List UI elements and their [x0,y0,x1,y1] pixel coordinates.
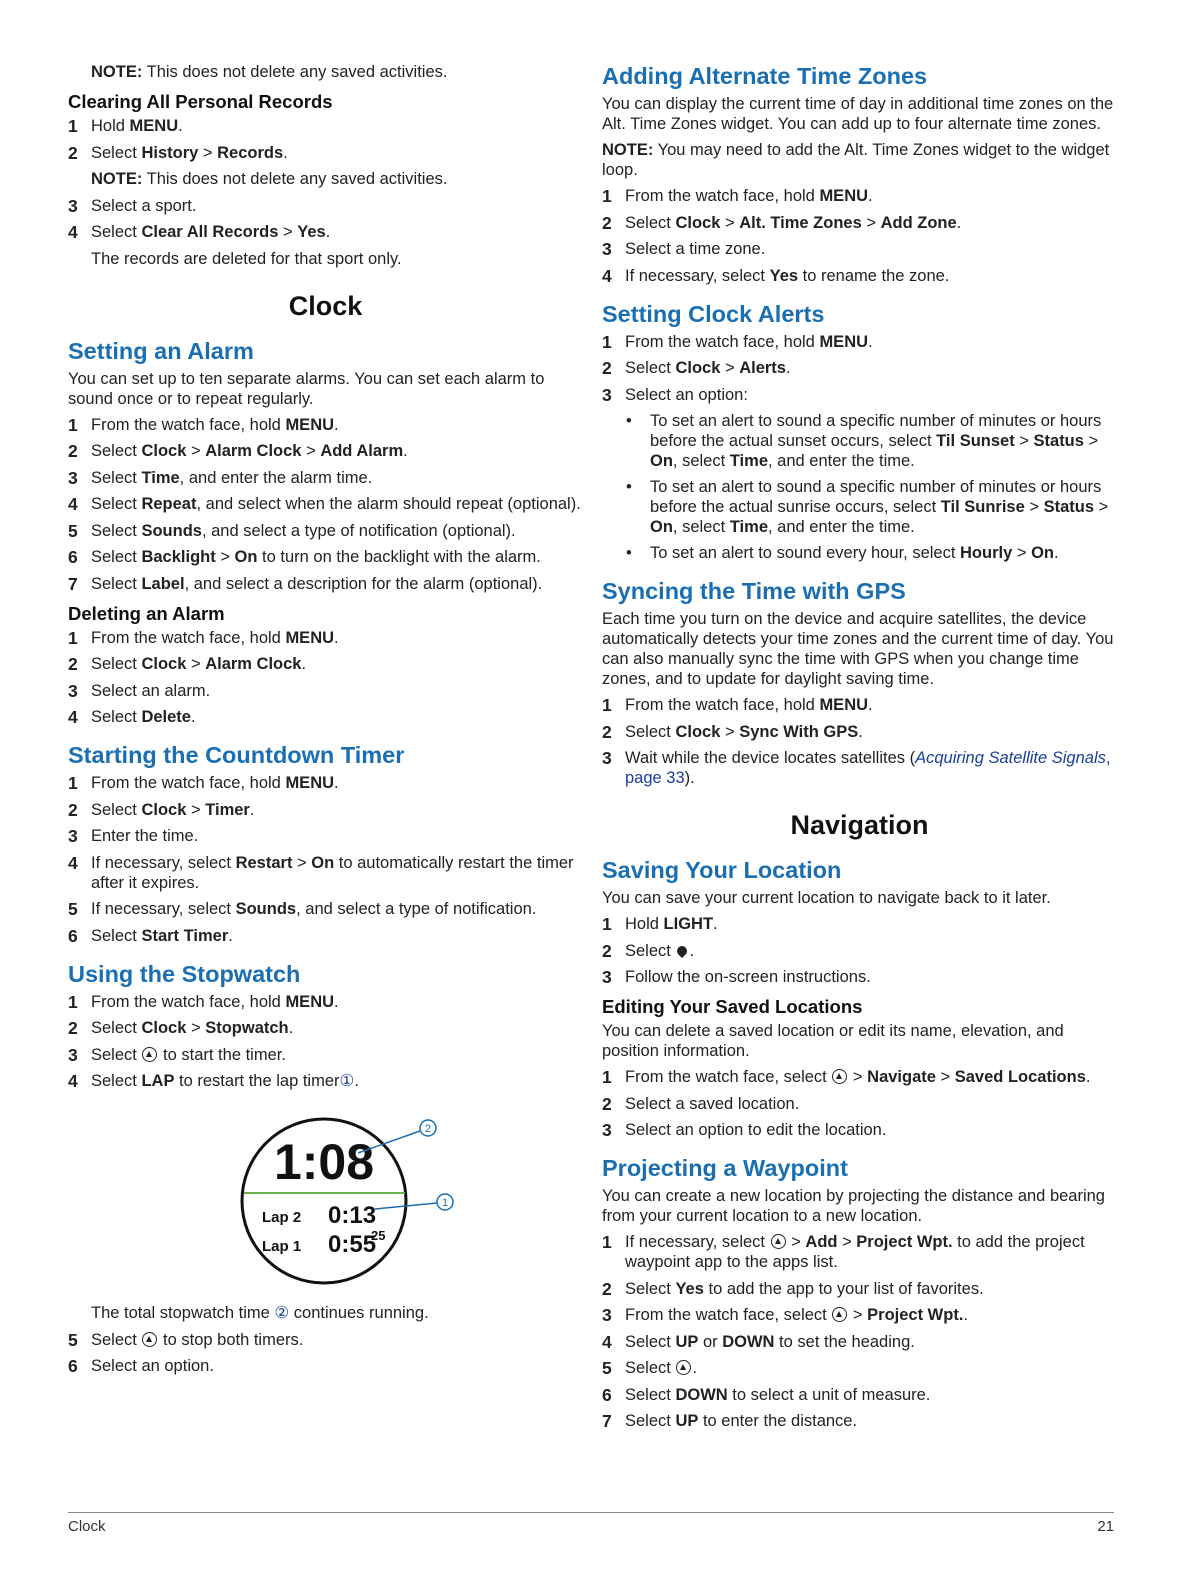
section-title-clock: Clock [288,290,363,321]
step: 2 Select . [602,940,695,961]
step: 7 Select UP to enter the distance. [602,1411,858,1431]
heading-projecting-waypoint: Projecting a Waypoint [602,1155,848,1181]
watch-lap1-label: Lap 1 [262,1238,302,1255]
step: 7 Select Label, and select a description for the alarm (optional). [68,573,543,594]
heading-sync-gps: Syncing the Time with GPS [602,578,906,604]
watch-total-time: 1:08 [273,1134,375,1190]
step-result: The records are deleted for that sport only. [91,249,402,268]
bullet-item: • To set an alert to sound every hour, select Hourly > On. [626,544,1059,562]
bullet-item: • To set an alert to sound a specific number of minutes or hours before the actual sunrise occurs, select Til Sunrise > Status > On, select Time, and enter the time. [626,478,1109,536]
watch-illustration [158,1099,488,1289]
step: 6 Select Start Timer. [68,925,233,946]
step: 3 Follow the on-screen instructions. [602,967,871,987]
heading-countdown-timer: Starting the Countdown Timer [68,742,405,768]
step: 3 Select an option to edit the location. [602,1120,887,1140]
start-button-icon [771,1234,786,1249]
step: 4 Select Repeat, and select when the alarm should repeat (optional). [68,494,581,514]
intro-text: You can set up to ten separate alarms. You can set each alarm to sound once or to repeat regularly. [68,369,545,408]
step: 4 Select LAP to restart the lap timer①. [68,1071,359,1091]
step: 4 If necessary, select Yes to rename the zone. [602,265,950,286]
step: 5 If necessary, select Sounds, and select a type of notification. [68,899,537,919]
step: 1 From the watch face, hold MENU. [68,773,339,793]
step: 2 Select Clock > Timer. [68,799,255,820]
steps-editing-locations [602,1067,1117,1140]
watch-lap2-label: Lap 2 [262,1209,302,1226]
watch-lap1-time: 0:55 [328,1231,377,1258]
callout-2-ref: ② [274,1304,290,1322]
intro-text: Each time you turn on the device and acquire satellites, the device automatically detects your time zones and the current time of day. You can also manually sync the time with GPS when you change time zones, and to update for daylight saving time. [602,610,1114,688]
heading-deleting-alarm: Deleting an Alarm [68,602,225,624]
steps-setting-alarm [68,415,583,594]
alert-options [602,411,1117,563]
step: 2 Select Clock > Alarm Clock. [68,654,307,674]
step: 3 Select an option: [602,384,748,405]
steps-stopwatch [68,992,583,1092]
step: 2 Select Yes to add the app to your list of favorites. [602,1278,984,1299]
step: 3 Select a sport. [68,195,197,216]
step: 6 Select DOWN to select a unit of measure. [602,1384,931,1405]
step: 3 Wait while the device locates satellites (Acquiring Satellite Signals, page 33). [602,748,1111,787]
heading-setting-alarm: Setting an Alarm [68,337,254,364]
right-column [602,62,1117,1438]
location-pin-icon [675,943,689,957]
callout-1-ref: ① [339,1072,355,1090]
link-acquiring-satellite-signals[interactable]: Acquiring Satellite Signals, page 33 [625,749,1111,787]
heading-saving-location: Saving Your Location [602,857,842,883]
intro-text: You can delete a saved location or edit its name, elevation, and position information. [602,1022,1064,1060]
steps-clearing-records-cont [68,196,583,243]
step-result: The total stopwatch time ② continues running. [91,1304,429,1322]
step: 2 Select Clock > Alarm Clock > Add Alarm. [68,441,408,461]
step: 1 From the watch face, hold MENU. [602,331,873,352]
step: 1 From the watch face, hold MENU. [602,695,873,715]
step: 1 From the watch face, hold MENU. [68,414,339,435]
start-button-icon [832,1307,847,1322]
step: 1 Hold LIGHT. [602,914,718,934]
watch-lap1-hundredths: 25 [371,1228,386,1243]
heading-clock-alerts: Setting Clock Alerts [602,300,825,327]
step: 5 Select to stop both timers. [68,1329,304,1350]
steps-clearing-records [68,116,583,163]
step: 2 Select History > Records. [68,142,288,163]
step: 3 From the watch face, select > Project Wpt.. [602,1305,969,1325]
step: 3 Select a time zone. [602,239,766,259]
note: NOTE: This does not delete any saved activities. [91,63,448,81]
steps-saving-location [602,914,1117,987]
section-title-navigation: Navigation [790,810,929,840]
start-button-icon [142,1332,157,1347]
stopwatch-figure [158,1099,488,1289]
heading-editing-locations: Editing Your Saved Locations [602,996,863,1017]
callout-1-number: 1 [441,1197,449,1209]
step: 5 Select . [602,1358,698,1378]
step: 2 Select a saved location. [602,1093,800,1114]
step: 2 Select Clock > Stopwatch. [68,1018,294,1038]
step: 6 Select an option. [68,1356,214,1376]
step: 1 From the watch face, select > Navigate > Saved Locations. [602,1067,1091,1087]
steps-sync-gps [602,695,1117,788]
steps-clock-alerts [602,332,1117,405]
step: 4 Select UP or DOWN to set the heading. [602,1331,915,1352]
step: 4 Select Delete. [68,707,196,727]
step: 1 Hold MENU. [68,116,183,136]
intro-text: You can create a new location by projecting the distance and bearing from your current location to a new location. [602,1187,1105,1225]
heading-clearing-records: Clearing All Personal Records [68,91,333,112]
step: 3 Enter the time. [68,826,199,846]
step: 2 Select Clock > Alt. Time Zones > Add Zone. [602,212,962,233]
step: 4 Select Clear All Records > Yes. [68,222,331,242]
steps-countdown-timer [68,773,583,946]
step: 1 From the watch face, hold MENU. [68,991,339,1012]
step: 1 From the watch face, hold MENU. [602,186,873,206]
step: 2 Select Clock > Alerts. [602,358,791,378]
step: 4 If necessary, select Restart > On to automatically restart the timer after it expires. [68,852,574,892]
intro-text: You can display the current time of day in additional time zones on the Alt. Time Zones widget. You can add up to four alternate time zones. [602,95,1114,133]
steps-alt-time-zones [602,186,1117,286]
start-button-icon [832,1069,847,1084]
steps-projecting-waypoint [602,1232,1117,1431]
heading-alt-time-zones: Adding Alternate Time Zones [602,63,928,89]
step: 3 Select Time, and enter the alarm time. [68,467,373,488]
steps-stopwatch-cont [68,1330,583,1377]
footer-section-name: Clock [68,1518,106,1535]
heading-stopwatch: Using the Stopwatch [68,960,301,987]
start-button-icon [676,1360,691,1375]
bullet-item: • To set an alert to sound a specific number of minutes or hours before the actual sunset occurs, select Til Sunset > Status > On, select Time, and enter the time. [626,412,1102,470]
intro-text: You can save your current location to navigate back to it later. [602,889,1051,907]
step: 3 Select an alarm. [68,680,211,701]
page-footer [68,1512,1114,1535]
step: 2 Select Clock > Sync With GPS. [602,721,863,742]
step: 5 Select Sounds, and select a type of notification (optional). [68,520,516,541]
callout-2-number: 2 [424,1123,432,1135]
left-column [68,62,583,1383]
start-button-icon [142,1047,157,1062]
step: 3 Select to start the timer. [68,1044,286,1065]
watch-lap2-time: 0:13 [328,1202,377,1229]
steps-deleting-alarm [68,628,583,728]
step: 1 From the watch face, hold MENU. [68,627,339,648]
note: NOTE: This does not delete any saved activities. [91,170,448,188]
footer-page-number: 21 [1097,1518,1114,1535]
step: 1 If necessary, select > Add > Project Wpt. to add the project waypoint app to the apps list. [602,1232,1085,1271]
step: 6 Select Backlight > On to turn on the backlight with the alarm. [68,547,541,567]
note: NOTE: You may need to add the Alt. Time Zones widget to the widget loop. [602,141,1110,179]
